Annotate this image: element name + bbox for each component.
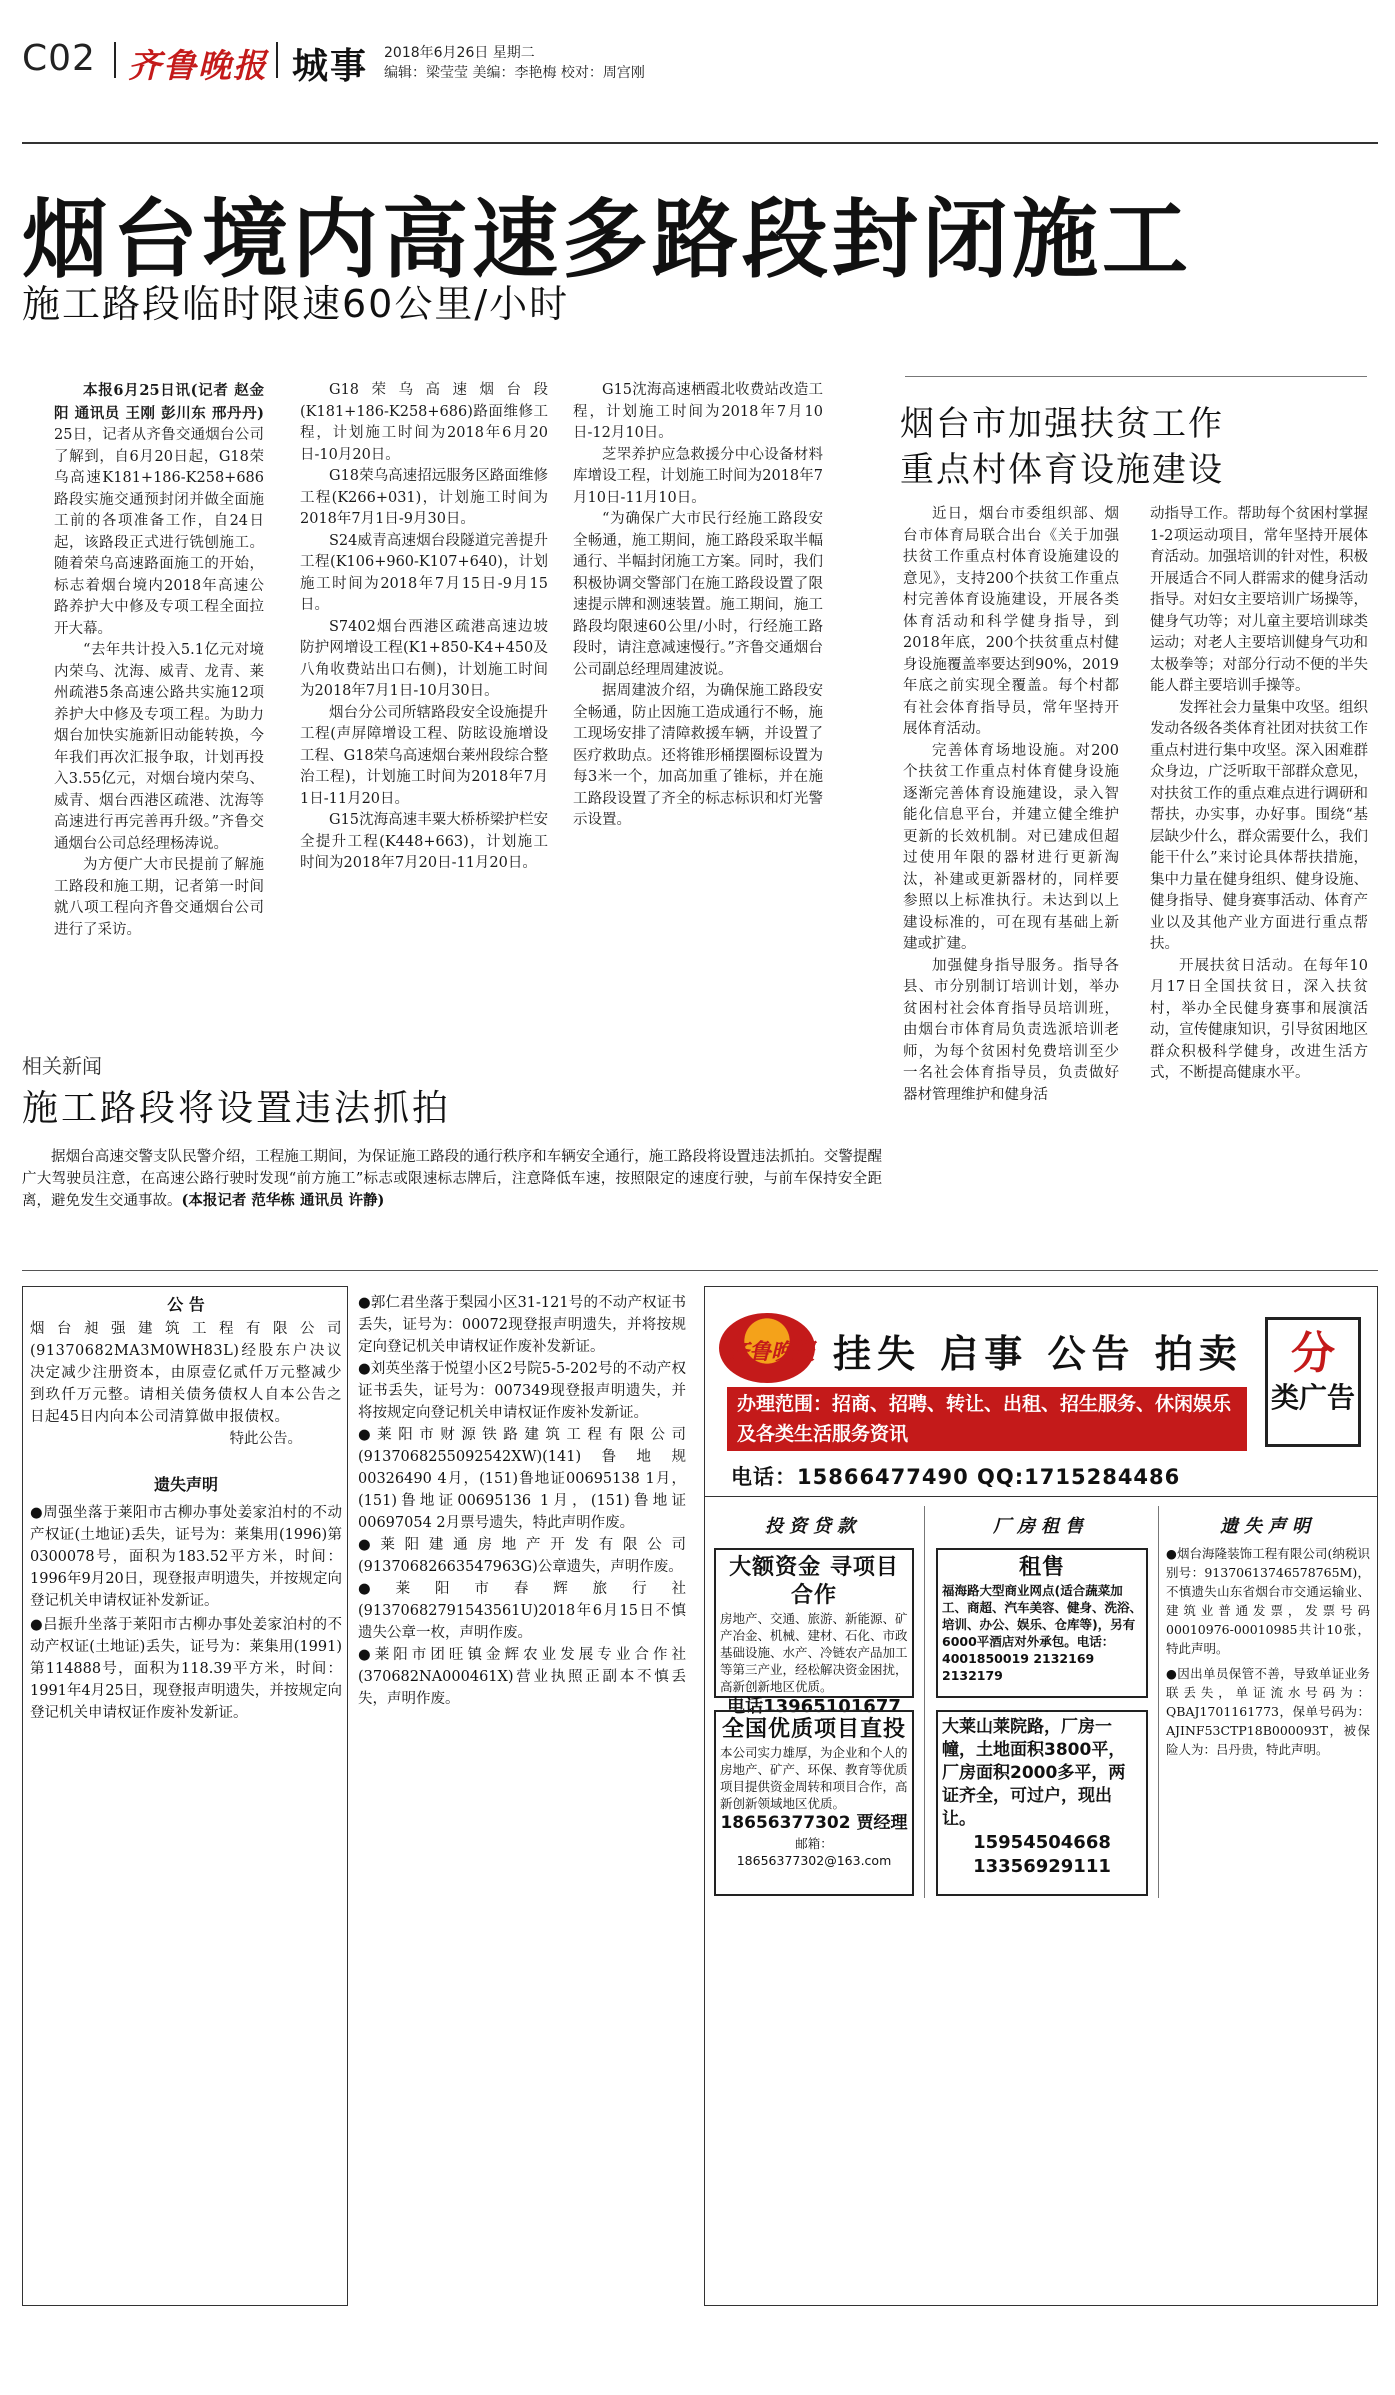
banner-service-range: 办理范围：招商、招聘、转让、出租、招生服务、休闲娱乐及各类生活服务资讯 [727, 1387, 1247, 1451]
side-paragraph: 近日，烟台市委组织部、烟台市体育局联合出台《关于加强扶贫工作重点村体育设施建设的意见》，支持200个扶贫工作重点村完善体育设施建设，开展各类体育活动和科学健身指导，到2018年底，200个扶贫重点村健身设施覆盖率要达到90%，2019年底之前实现全覆盖。每个村都有社会体育指导员，常年坚持开展体育活动。 [903, 506, 1119, 737]
article-paragraph: G15沈海高速丰粟大桥桥梁护栏安全提升工程(K448+663)，计划施工时间为2018年7月20日-11月20日。 [300, 812, 548, 871]
banner-contact: 电话：15866477490 QQ:1715284486 [731, 1465, 1181, 1489]
article-paragraph: G15沈海高速栖霞北收费站改造工程，计划施工时间为2018年7月10日-12月10日。 [573, 382, 823, 441]
side-article-title: 重点村体育设施建设 [900, 450, 1224, 490]
lost-notices-right [1166, 1544, 1370, 1759]
ad-invest-1 [714, 1548, 914, 1717]
header-divider [114, 42, 116, 78]
ad-title: 大莱山莱院路，厂房一幢，土地面积3800平，厂房面积2000多平，两证齐全，可过户，现出让。 [942, 1717, 1126, 1829]
ad-phone: 18656377302 贾经理 [720, 1813, 908, 1833]
article-column-1 [54, 380, 264, 941]
classified-banner [705, 1287, 1377, 1497]
side-paragraph: 动指导工作。帮助每个贫困村掌握1-2项运动项目，常年坚持开展体育活动。加强培训的针对性，积极开展适合不同人群需求的健身活动指导。对妇女主要培训广场操等，健身气功等；对儿童主要培训球类运动；对老人主要培训健身气功和太极拳等；对部分行动不便的半失能人群主要培训手操等。 [1150, 506, 1368, 694]
notice-heading: 公 告 [167, 1295, 205, 1314]
ad-phone: 15954504668 [973, 1832, 1111, 1853]
notice-block [30, 1292, 342, 1724]
lost-item: ●莱阳市团旺镇金辉农业发展专业合作社(370682NA000461X)营业执照正副本不慎丢失，声明作废。 [358, 1647, 686, 1707]
article-paragraph: 据周建波介绍，为确保施工路段安全畅通，防止因施工造成通行不畅，施工现场安排了清障救援车辆，并设置了医疗救助点。还将锥形桶摆圈标设置为每3米一个，加高加重了锥标，并在施工路段设置了齐全的标志标识和灯光警示设置。 [573, 683, 823, 828]
badge-top-text: 分 [1291, 1328, 1335, 1379]
notice-body: 烟台昶强建筑工程有限公司(91370682MA3M0WH83L)经股东户决议决定减少注册资本，由原壹亿贰仟万元整减少到玖仟万元整。请相关债务债权人自本公告之日起45日内向本公司清算做申报债权。 [30, 1321, 342, 1425]
article-lead-byline: 本报6月25日讯(记者 赵金阳 通讯员 王刚 彭川东 邢丹丹) [54, 382, 264, 422]
classified-rule [22, 1270, 1378, 1271]
section-name: 城事 [292, 46, 369, 87]
article-paragraph: S24威青高速烟台段隧道完善提升工程(K106+960-K107+640)，计划施工时间为2018年7月15日-9月15日。 [300, 532, 548, 613]
lost-item: ●莱阳市财源铁路建筑工程有限公司(913706825509254​2XW)(141)鲁地规00326490 4月，(151)鲁地证00695138 1月，(151)鲁地证00695136 1月，(151)鲁地证00697054 2月票号遗失，特此声明作废。 [358, 1427, 686, 1531]
lost-item: ●郭仁君坐落于梨园小区31-121号的不动产权证书丢失，证号为：00072现登报声明遗失，并将按规定向登记机关申请权证作废补发新证。 [358, 1295, 686, 1355]
header-rule [22, 142, 1378, 144]
side-column-2 [1150, 504, 1368, 1085]
article-paragraph: G18荣乌高速烟台段(K181+186-K258+686)路面维修工程，计划施工时间为2018年6月20日-10月20日。 [300, 382, 548, 463]
ad-rent-2 [936, 1710, 1148, 1896]
side-column-1 [903, 504, 1119, 1106]
related-news-kicker: 相关新闻 [22, 1054, 102, 1078]
ad-title: 全国优质项目直投 [721, 1717, 906, 1742]
ad-title: 租售 [1018, 1555, 1065, 1580]
header-divider [276, 42, 278, 78]
article-paragraph: 为方便广大市民提前了解施工路段和施工期，记者第一时间就八项工程向齐鲁交通烟台公司进行了采访。 [54, 857, 264, 938]
staff-credits: 编辑：梁莹莹 美编：李艳梅 校对：周宫刚 [384, 65, 645, 81]
related-news-byline: (本报记者 范华栋 通讯员 许静) [181, 1192, 385, 1209]
category-invest: 投资贷款 [765, 1516, 861, 1537]
article-column-3 [573, 380, 823, 832]
notices-column-middle [358, 1292, 686, 1710]
main-headline: 烟台境内高速多路段封闭施工 [22, 190, 1192, 290]
article-column-2 [300, 380, 548, 875]
ad-title: 大额资金 寻项目合作 [729, 1555, 899, 1608]
lost-item: ●刘英坐落于悦望小区2号院5-5-202号的不动产权证书丢失，证号为：007349现登报声明遗失，并将按规定向登记机关申请权证作废补发新证。 [358, 1361, 686, 1421]
lost-item: ●因出单员保管不善，导致单证业务联丢失，单证流水号码为：QBAJ1701161773，保单号码为：AJINF53CTP18B000093T，被保险人为：吕丹贵，特此声明。 [1166, 1666, 1370, 1757]
article-lead-text: 25日，记者从齐鲁交通烟台公司了解到，自6月20日起，G18荣乌高速K181+186-K258+686路段实施交通预封闭并做全面施工前的各项准备工作，自24日起，该路段正式进行铣刨施工。随着荣乌高速路面施工的开始，标志着烟台境内2018年高速公路养护大中修及专项工程全面拉开大幕。 [54, 427, 264, 637]
side-article-title: 烟台市加强扶贫工作 [900, 404, 1224, 444]
issue-date: 2018年6月26日 星期二 [384, 45, 535, 61]
main-subheadline: 施工路段临时限速60公里/小时 [22, 282, 570, 326]
lost-item: ●莱阳建通房地产开发有限公司(91370682663547963G)公章遗失，声明作废。 [358, 1537, 686, 1575]
ad-phone: 电话13965101677 [727, 1696, 901, 1717]
article-paragraph: “去年共计投入5.1亿元对境内荣乌、沈海、威青、龙青、莱州疏港5条高速公路共实施12项养护大中修及专项工程。为助力烟台加快实施新旧动能转换，今年我们再次汇报争取，计划再投入3.55亿元，对烟台境内荣乌、威青、烟台西港区疏港、沈海等高速进行再完善再升级。”齐鲁交通烟台公司总经理杨涛说。 [54, 642, 264, 852]
side-paragraph: 完善体育场地设施。对200个扶贫工作重点村体育健身设施逐渐完善体育设施建设，录入智能化信息平台，并建立健全维护更新的长效机制。对已建成但超过使用年限的器材进行更新淘汰，补建或更新器材的，同样要参照以上标准执行。未达到以上建设标准的，可在现有基础上新建或扩建。 [903, 742, 1119, 952]
article-paragraph: 烟台分公司所辖路段安全设施提升工程(声屏障增设工程、防眩设施增设工程、G18荣乌高速烟台莱州段综合整治工程)，计划施工时间为2018年7月1日-11月20日。 [300, 704, 548, 807]
article-paragraph: “为确保广大市民行经施工路段安全畅通，施工期间，施工路段采取半幅通行、半幅封闭施工方案。同时，我们积极协调交警部门在施工路段设置了限速提示牌和测速装置。施工期间，施工路段均限速60公里/小时，行经施工路段时，请注意减速慢行。”齐鲁交通烟台公司副总经理周建波说。 [573, 511, 823, 678]
page-number: C02 [22, 38, 96, 79]
ad-email: 邮箱：18656377302@163.com [736, 1836, 892, 1868]
ad-rent-1 [936, 1548, 1148, 1698]
column-divider [924, 1506, 925, 1898]
ad-phone: 13356929111 [973, 1856, 1111, 1877]
category-badge [1265, 1317, 1361, 1447]
ad-body: 福海路大型商业网点(适合蔬菜加工、商超、汽车美容、健身、洗浴、培训、办公、娱乐、仓库等)，另有6000平酒店对外承包。电话：4001850019 2132169 2132179 [942, 1583, 1143, 1683]
ad-body: 本公司实力雄厚，为企业和个人的房地产、矿产、环保、教育等优质项目提供资金周转和项目合作，高新创新领域地区优质。 [720, 1745, 908, 1811]
lost-item: ●周强坐落于莱阳市古柳办事处姜家泊村的不动产权证(土地证)丢失，证号为：莱集用(1996)第0300078号，面积为183.52平方米，时间：1996年9月20日，现登报声明遗失，并按规定向登记机关申请权证补发新证。 [30, 1505, 342, 1609]
side-article-rule [905, 376, 1367, 377]
category-rent: 厂房租售 [993, 1516, 1089, 1537]
column-divider [1158, 1506, 1159, 1898]
related-news-title: 施工路段将设置违法抓拍 [22, 1088, 452, 1129]
newspaper-logo: 齐鲁晚报 [128, 46, 268, 85]
lost-item: ●莱阳市春辉旅行社(91370682791543561U)2018年6月15日不慎遗失公章一枚，声明作废。 [358, 1581, 686, 1641]
related-news-text: 据烟台高速交警支队民警介绍，工程施工期间，为保证施工路段的通行秩序和车辆安全通行，施工路段将设置违法抓拍。交警提醒广大驾驶员注意，在高速公路行驶时发现“前方施工”标志或限速标志牌后，注意降低车速，按照限定的速度行驶，与前车保持安全距离，避免发生交通事故。 [22, 1149, 882, 1209]
banner-logo: 齐鲁晚报 [727, 1339, 816, 1365]
badge-bottom-text: 类广告 [1270, 1381, 1355, 1414]
side-paragraph: 加强健身指导服务。指导各县、市分别制订培训计划，举办贫困村社会体育指导员培训班，由烟台市体育局负责选派培训老师，为每个贫困村免费培训至少一名社会体育指导员，负责做好器材管理维护和健身活 [903, 957, 1119, 1103]
lost-item: ●烟台海隆装饰工程有限公司(纳税识别号：91370613746578765M)，不慎遗失山东省烟台市交通运输业、建筑业普通发票，发票号码00010976-00010985共计10张，特此声明。 [1166, 1546, 1370, 1656]
side-paragraph: 发挥社会力量集中攻坚。组织发动各级各类体育社团对扶贫工作重点村进行集中攻坚。深入困难群众身边，广泛听取干部群众意见，对扶贫工作的重点难点进行调研和帮扶，办实事，办好事。围绕“基层缺少什么，群众需要什么，我们能干什么”来讨论具体帮扶措施，集中力量在健身组织、健身设施、健身指导、健身赛事活动、体育产业以及其他产业方面进行重点帮扶。 [1150, 699, 1368, 952]
side-paragraph: 开展扶贫日活动。在每年10月17日全国扶贫日，深入扶贫村，举办全民健身赛事和展演活动，宣传健康知识，引导贫困地区群众积极科学健身，改进生活方式，不断提高健康水平。 [1150, 957, 1368, 1081]
ad-invest-2 [714, 1710, 914, 1896]
lost-item: ●吕振升坐落于莱阳市古柳办事处姜家泊村的不动产权证(土地证)丢失，证号为：莱集用(1991)第114888号，面积为118.39平方米，时间：1991年4月25日，现登报声明遗失，并按规定向登记机关申请权证作废补发新证。 [30, 1617, 342, 1721]
ad-body: 房地产、交通、旅游、新能源、矿产冶金、机械、建材、石化、市政基础设施、水产、冷链农产品加工等第三产业，经松解决资金困扰，高新创新地区优质。 [720, 1611, 908, 1694]
banner-title: 挂失 启事 公告 拍卖 [833, 1332, 1243, 1376]
notice-sign: 特此公告。 [229, 1431, 302, 1447]
category-lost: 遗失声明 [1220, 1516, 1316, 1537]
article-paragraph: G18荣乌高速招远服务区路面维修工程(K266+031)，计划施工时间为2018年7月1日-9月30日。 [300, 468, 548, 527]
lost-heading: 遗失声明 [153, 1475, 218, 1494]
article-paragraph: S7402烟台西港区疏港高速边坡防护网增设工程(K1+850-K4+450及八角收费站出口右侧)，计划施工时间为2018年7月1日-10月30日。 [300, 618, 548, 699]
related-news-body [22, 1146, 882, 1212]
article-paragraph: 芝罘养护应急救援分中心设备材料库增设工程，计划施工时间为2018年7月10日-11月10日。 [573, 446, 823, 506]
